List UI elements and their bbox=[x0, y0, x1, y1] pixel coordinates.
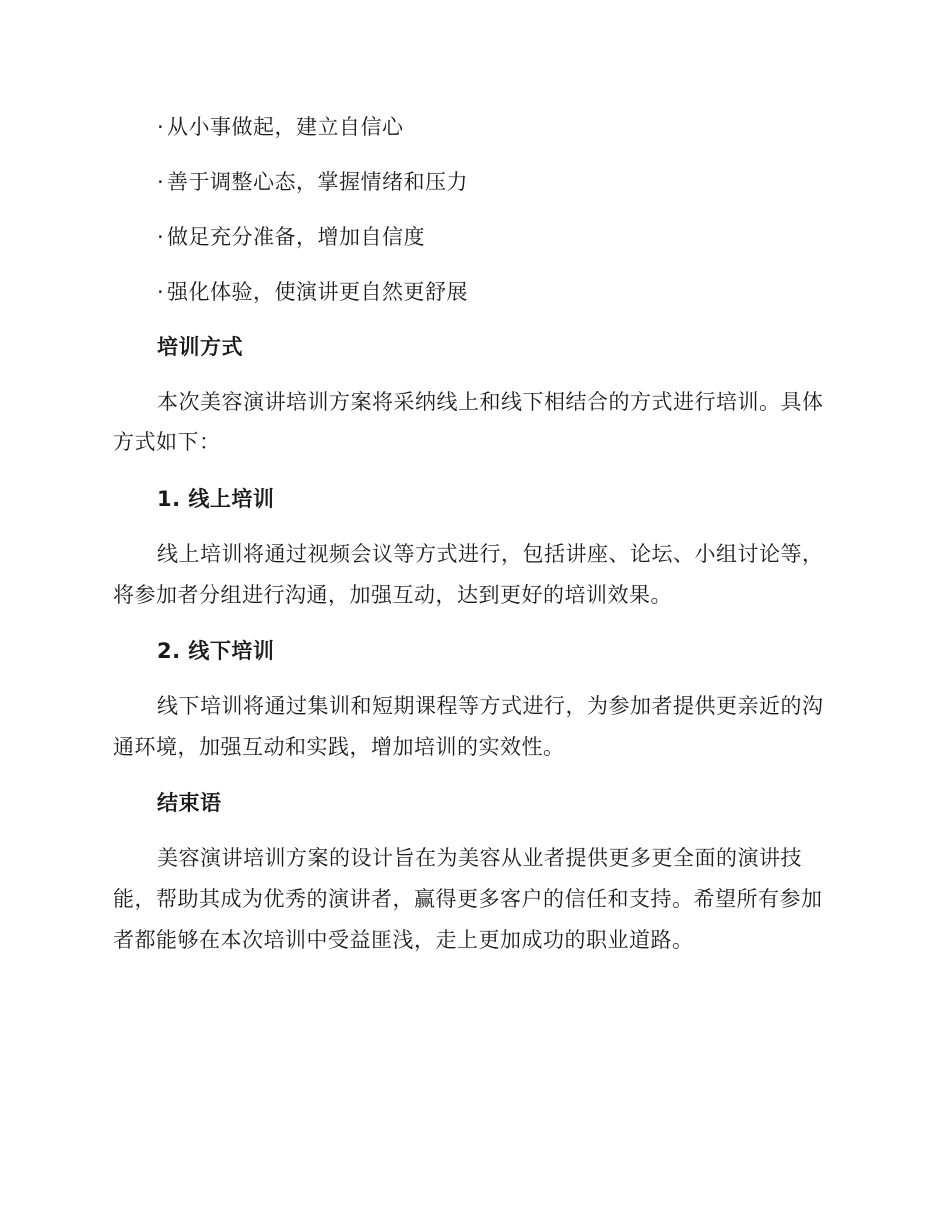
bullet-marker: · bbox=[157, 115, 165, 139]
bullet-marker: · bbox=[157, 280, 165, 304]
bullet-item bbox=[157, 278, 468, 306]
bullet-text: 从小事做起，建立自信心 bbox=[167, 115, 404, 139]
bullet-text: 做足充分准备，增加自信度 bbox=[167, 225, 425, 249]
paragraph-line: 能，帮助其成为优秀的演讲者，赢得更多客户的信任和支持。希望所有参加 bbox=[113, 887, 823, 911]
section-heading-online: 1. 线上培训 bbox=[157, 487, 275, 511]
bullet-item bbox=[157, 223, 425, 251]
section-heading-training-method: 培训方式 bbox=[157, 335, 243, 359]
paragraph-line: 线上培训将通过视频会议等方式进行，包括讲座、论坛、小组讨论等， bbox=[157, 542, 824, 566]
bullet-marker: · bbox=[157, 225, 165, 249]
bullet-item bbox=[157, 113, 404, 141]
paragraph-line: 本次美容演讲培训方案将采纳线上和线下相结合的方式进行培训。具体 bbox=[157, 390, 824, 414]
bullet-text: 强化体验，使演讲更自然更舒展 bbox=[167, 280, 468, 304]
section-heading-offline: 2. 线下培训 bbox=[157, 639, 275, 663]
paragraph-line: 将参加者分组进行沟通，加强互动，达到更好的培训效果。 bbox=[113, 583, 672, 607]
section-heading-conclusion: 结束语 bbox=[157, 791, 222, 815]
paragraph-line: 通环境，加强互动和实践，增加培训的实效性。 bbox=[113, 735, 565, 759]
bullet-text: 善于调整心态，掌握情绪和压力 bbox=[167, 170, 468, 194]
paragraph-line: 方式如下： bbox=[113, 430, 221, 454]
paragraph-line: 美容演讲培训方案的设计旨在为美容从业者提供更多更全面的演讲技 bbox=[157, 846, 802, 870]
paragraph-line: 者都能够在本次培训中受益匪浅，走上更加成功的职业道路。 bbox=[113, 928, 694, 952]
bullet-item bbox=[157, 168, 468, 196]
bullet-marker: · bbox=[157, 170, 165, 194]
paragraph-line: 线下培训将通过集训和短期课程等方式进行，为参加者提供更亲近的沟 bbox=[157, 694, 824, 718]
